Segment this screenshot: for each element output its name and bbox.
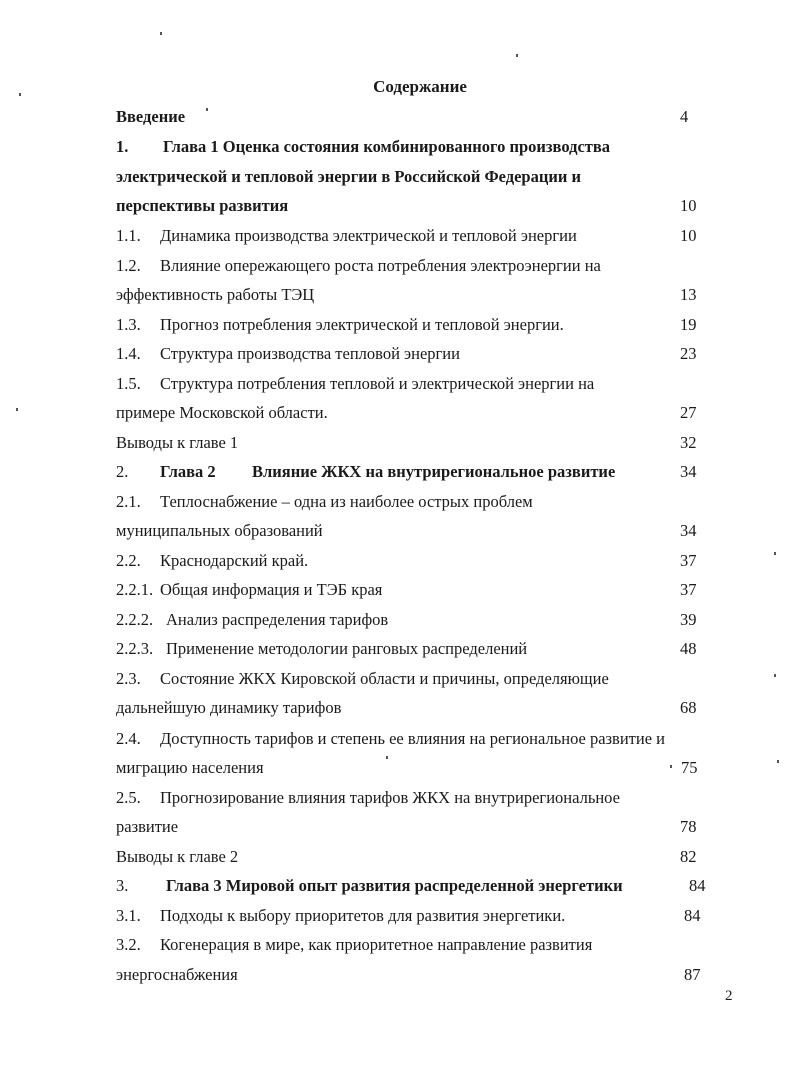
- toc-line: [0, 342, 792, 366]
- toc-line: [0, 135, 792, 159]
- toc-line: [0, 786, 792, 810]
- toc-line: [0, 608, 792, 632]
- toc-line: [0, 578, 792, 602]
- toc-text: Прогноз потребления электрической и тепловой энергии.: [160, 315, 564, 334]
- scan-speck: [386, 756, 388, 759]
- toc-page: 4: [680, 107, 689, 126]
- toc-text: Состояние ЖКХ Кировской области и причины, определяющие: [160, 669, 609, 688]
- scan-speck: [774, 552, 776, 555]
- toc-text: Прогнозирование влияния тарифов ЖКХ на внутрирегиональное: [160, 788, 620, 807]
- toc-page: 84: [689, 876, 706, 895]
- toc-number: 2.5.: [116, 788, 141, 807]
- toc-line: [0, 401, 792, 425]
- toc-number: 2.2.: [116, 551, 141, 570]
- toc-number: 2.2.2.: [116, 610, 154, 629]
- toc-page: 37: [680, 551, 697, 570]
- toc-text: Теплоснабжение – одна из наиболее острых проблем: [160, 492, 533, 511]
- toc-text: Применение методологии ранговых распределений: [166, 639, 528, 658]
- toc-text: Доступность тарифов и степень ее влияния на региональное развитие и: [160, 729, 665, 748]
- toc-number: 2.: [116, 462, 129, 481]
- toc-page: 13: [680, 285, 697, 304]
- toc-line: [0, 667, 792, 691]
- toc-line: [0, 313, 792, 337]
- toc-line: [0, 756, 792, 780]
- scan-speck: [670, 765, 672, 768]
- toc-page: 75: [681, 758, 698, 777]
- toc-text: развитие: [116, 817, 179, 836]
- toc-line: [0, 845, 792, 869]
- toc-page: 10: [680, 226, 697, 245]
- toc-text: Общая информация и ТЭБ края: [160, 580, 383, 599]
- toc-text: Структура потребления тепловой и электрической энергии на: [160, 374, 595, 393]
- toc-number: 1.: [116, 137, 129, 156]
- toc-page: 32: [680, 433, 697, 452]
- toc-page: 34: [680, 521, 697, 540]
- toc-line: [0, 696, 792, 720]
- toc-number: 3.: [116, 876, 129, 895]
- toc-page: 23: [680, 344, 697, 363]
- toc-number: 2.2.1.: [116, 580, 154, 599]
- toc-text: муниципальных образований: [116, 521, 323, 540]
- toc-text: Выводы к главе 2: [116, 847, 239, 866]
- scan-speck: [19, 93, 21, 96]
- toc-page: 48: [680, 639, 697, 658]
- toc-number: 1.3.: [116, 315, 141, 334]
- toc-line: [0, 904, 792, 928]
- toc-page: 84: [684, 906, 701, 925]
- toc-line: [0, 224, 792, 248]
- toc-text: электрической и тепловой энергии в Российской Федерации и: [116, 167, 581, 186]
- toc-page: 10: [680, 196, 697, 215]
- toc-page: 82: [680, 847, 697, 866]
- toc-page: 34: [680, 462, 697, 481]
- page-title: Содержание: [373, 77, 467, 96]
- toc-text: Краснодарский край.: [160, 551, 309, 570]
- toc-line: [0, 105, 792, 129]
- toc-text: Глава 1 Оценка состояния комбинированного производства: [163, 137, 611, 156]
- toc-page: 68: [680, 698, 697, 717]
- toc-line: [0, 490, 792, 514]
- toc-line: [0, 194, 792, 218]
- toc-text: примере Московской области.: [116, 403, 328, 422]
- scan-speck: [16, 408, 18, 411]
- page-number: 2: [725, 988, 733, 1004]
- toc-text: перспективы развития: [116, 196, 289, 215]
- toc-number: 1.1.: [116, 226, 141, 245]
- toc-text: Анализ распределения тарифов: [166, 610, 389, 629]
- toc-number: 3.2.: [116, 935, 141, 954]
- scan-speck: [160, 32, 162, 35]
- toc-line: [0, 727, 792, 751]
- toc-line: [0, 165, 792, 189]
- toc-line: [0, 963, 792, 987]
- toc-number: 2.1.: [116, 492, 141, 511]
- toc-number: 1.5.: [116, 374, 141, 393]
- toc-line: [0, 431, 792, 455]
- scan-speck: [206, 108, 208, 111]
- toc-text: миграцию населения: [116, 758, 264, 777]
- toc-text: эффективность работы ТЭЦ: [116, 285, 315, 304]
- toc-line: [0, 519, 792, 543]
- toc-page: 78: [680, 817, 697, 836]
- toc-page: 37: [680, 580, 697, 599]
- toc-text: дальнейшую динамику тарифов: [116, 698, 342, 717]
- toc-line: [0, 637, 792, 661]
- scan-speck: [777, 760, 779, 763]
- toc-number: 2.4.: [116, 729, 141, 748]
- toc-page: 39: [680, 610, 697, 629]
- toc-text: Введение: [116, 107, 186, 126]
- toc-number: 2.3.: [116, 669, 141, 688]
- toc-text: Когенерация в мире, как приоритетное направление развития: [160, 935, 593, 954]
- toc-line: [0, 815, 792, 839]
- toc-line: [0, 283, 792, 307]
- toc-line: [0, 549, 792, 573]
- toc-line: [0, 460, 792, 484]
- toc-number: 3.1.: [116, 906, 141, 925]
- toc-text: Глава 2: [160, 462, 216, 481]
- toc-line: [0, 372, 792, 396]
- toc-number: 1.2.: [116, 256, 141, 275]
- toc-text: Выводы к главе 1: [116, 433, 239, 452]
- toc-number: 2.2.3.: [116, 639, 154, 658]
- scan-speck: [774, 674, 776, 677]
- toc-page: 19: [680, 315, 697, 334]
- toc-text-secondary: Влияние ЖКХ на внутрирегиональное развитие: [252, 462, 616, 481]
- toc-text: Структура производства тепловой энергии: [160, 344, 460, 363]
- scan-speck: [516, 54, 518, 57]
- toc-text: Подходы к выбору приоритетов для развития энергетики.: [160, 906, 566, 925]
- toc-text: энергоснабжения: [116, 965, 238, 984]
- toc-page: 27: [680, 403, 697, 422]
- toc-text: Динамика производства электрической и тепловой энергии: [160, 226, 577, 245]
- toc-line: [0, 933, 792, 957]
- toc-text: Глава 3 Мировой опыт развития распределенной энергетики: [166, 876, 623, 895]
- toc-number: 1.4.: [116, 344, 141, 363]
- toc-line: [0, 874, 792, 898]
- toc-page: 87: [684, 965, 701, 984]
- toc-line: [0, 254, 792, 278]
- toc-text: Влияние опережающего роста потребления электроэнергии на: [160, 256, 601, 275]
